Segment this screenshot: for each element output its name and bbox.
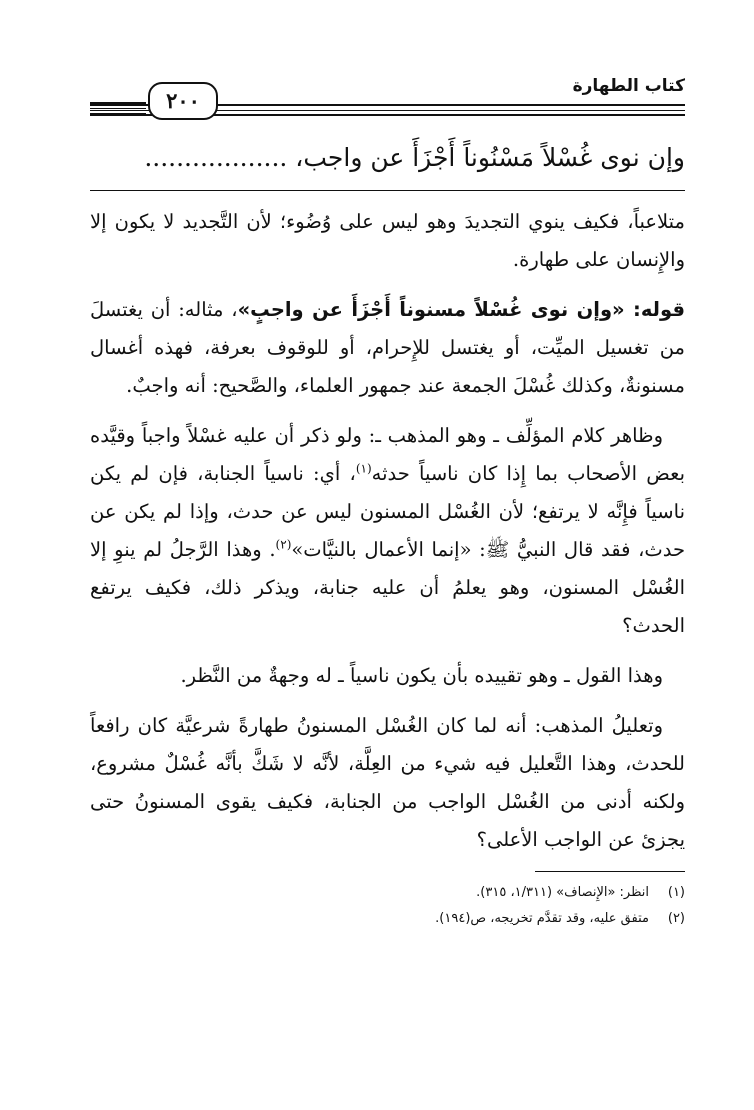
quote-lead: قوله: «وإن نوى غُسْلاً مسنوناً أَجْزَأَ عن واجبٍ»	[237, 298, 685, 321]
footnote	[90, 906, 685, 932]
footnote-number: (٢)	[667, 911, 685, 926]
paragraph	[90, 291, 685, 405]
footnote-text: متفق عليه، وقد تقدَّم تخريجه، ص(١٩٤).	[435, 911, 649, 926]
running-header	[90, 70, 685, 118]
paragraph	[90, 707, 685, 859]
header-rule-left	[90, 108, 146, 109]
matn-text: وإن نوى غُسْلاً مَسْنُوناً أَجْزَأَ عن واجب، ..................	[144, 143, 685, 172]
footnote-ref[interactable]: (٢)	[275, 537, 292, 552]
paragraph-text: وهذا القول ـ وهو تقييده بأن يكون ناسياً ـ له وجهةٌ من النَّظر.	[180, 664, 663, 687]
book-title: كتاب الطهارة	[572, 76, 685, 96]
header-rule-left	[90, 102, 146, 104]
paragraph	[90, 203, 685, 279]
paragraph-text: وظاهر كلام المؤلِّف ـ وهو المذهب ـ: ولو ذكر أن عليه غسْلاً واجباً وقيَّده بعض الأصحاب بما إِذا كان ناسياً حدثه	[90, 424, 685, 485]
footnote-text: انظر: «الإِنصاف» (١/٣١١، ٣١٥).	[476, 885, 649, 900]
paragraph	[90, 417, 685, 645]
paragraph-text: . وهذا الرَّجلُ لم ينوِ إلا الغُسْل المسنون، وهو يعلمُ أن عليه جنابة، ويذكر ذلك، فكيف يرتفع الحدث؟	[90, 538, 685, 637]
footnote-separator	[535, 871, 685, 872]
footnote-ref[interactable]: (١)	[355, 461, 372, 476]
header-rule-left	[90, 113, 146, 115]
paragraph-text: ، مثاله: أن يغتسلَ من تغسيل الميِّت، أو يغتسل للإِحرام، أو للوقوف بعرفة، فهذه أغسال مسنونةٌ، وكذلك غُسْلَ الجمعة عند جمهور العلماء، والصَّحيح: أنه واجبٌ.	[90, 298, 685, 397]
matn-separator	[90, 190, 685, 191]
footnote	[90, 880, 685, 906]
paragraph-text: ، أي: ناسياً الجنابة، فإن لم يكن ناسياً فإِنَّه لا يرتفع؛ لأن الغُسْل المسنون ليس عن حدث، وإذا لم يكن عن حدث، فقد قال النبيُّ ﷺ: «إنما الأعمال بالنيَّات»	[90, 462, 686, 561]
paragraph-text: وتعليلُ المذهب: أنه لما كان الغُسْل المسنونُ طهارةً شرعيَّة كان رافعاً للحدث، وهذا التَّعليل فيه شيء من العِلَّة، لأنَّه لا شَكَّ بأنَّه غُسْلٌ مشروع، ولكنه أدنى من الغُسْل الواجب من الجنابة، فكيف يقوى المسنونُ حتى يجزئ عن الواجب الأعلى؟	[90, 714, 685, 851]
paragraph-text: متلاعباً، فكيف ينوي التجديدَ وهو ليس على وُضُوء؛ لأن التَّجديد لا يكون إلا والإِنسان على طهارة.	[90, 210, 685, 271]
book-page	[90, 70, 685, 1070]
page-number: ٢٠٠	[148, 82, 218, 120]
footnote-number: (١)	[667, 885, 685, 900]
paragraph	[90, 657, 685, 695]
